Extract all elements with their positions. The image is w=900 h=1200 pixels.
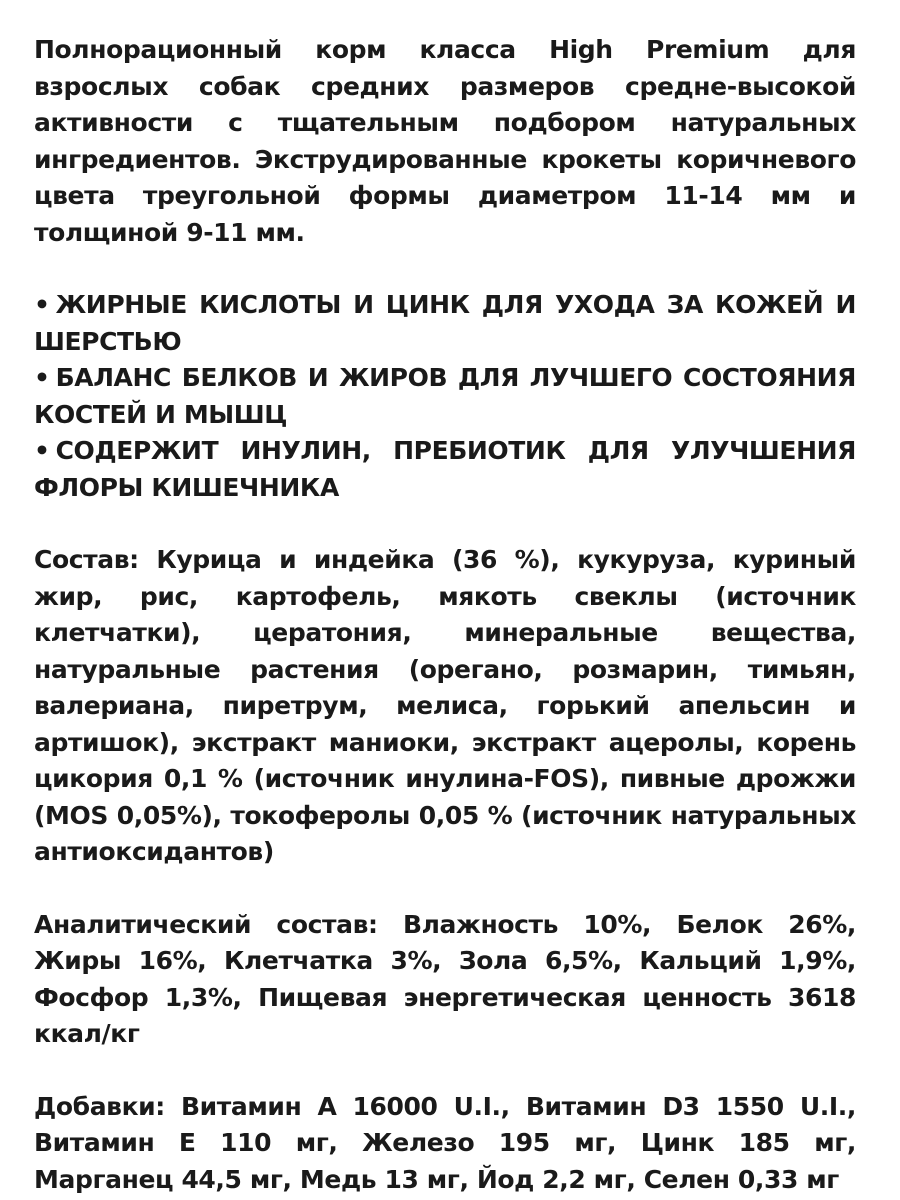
bullet-marker: • bbox=[34, 436, 50, 465]
benefit-text: БАЛАНС БЕЛКОВ И ЖИРОВ ДЛЯ ЛУЧШЕГО СОСТОЯНИЯ КОСТЕЙ И МЫШЦ bbox=[34, 363, 856, 429]
benefit-item bbox=[34, 287, 856, 360]
bullet-marker: • bbox=[34, 363, 50, 392]
product-description bbox=[34, 32, 856, 1198]
benefits-list bbox=[34, 287, 856, 506]
analysis-paragraph: Аналитический состав: Влажность 10%, Белок 26%, Жиры 16%, Клетчатка 3%, Зола 6,5%, Кальций 1,9%, Фосфор 1,3%, Пищевая энергетическая ценность 3618 ккал/кг bbox=[34, 909, 856, 1048]
bullet-marker: • bbox=[34, 290, 50, 319]
benefit-text: ЖИРНЫЕ КИСЛОТЫ И ЦИНК ДЛЯ УХОДА ЗА КОЖЕЙ И ШЕРСТЬЮ bbox=[34, 290, 856, 356]
benefit-text: СОДЕРЖИТ ИНУЛИН, ПРЕБИОТИК ДЛЯ УЛУЧШЕНИЯ ФЛОРЫ КИШЕЧНИКА bbox=[34, 436, 856, 502]
composition-paragraph: Состав: Курица и индейка (36 %), кукуруза, куриный жир, рис, картофель, мякоть свеклы (источник клетчатки), цератония, минеральные вещества, натуральные растения (орегано, розмарин, тимьян, валериана, пиретрум, мелиса, горький апельсин и артишок), экстракт маниоки, экстракт ацеролы, корень цикория 0,1 % (источник инулина-FOS), пивные дрожжи (MOS 0,05%), токоферолы 0,05 % (источник натуральных антиоксидантов) bbox=[34, 545, 856, 866]
intro-paragraph: Полнорационный корм класса High Premium для взрослых собак средних размеров средне-высокой активности с тщательным подбором натуральных ингредиентов. Экструдированные крокеты коричневого цвета треугольной формы диаметром 11-14 мм и толщиной 9-11 мм. bbox=[34, 35, 856, 247]
benefit-item bbox=[34, 360, 856, 433]
benefit-item bbox=[34, 433, 856, 506]
additives-paragraph: Добавки: Витамин A 16000 U.I., Витамин D3 1550 U.I., Витамин E 110 мг, Железо 195 мг, Цинк 185 мг, Марганец 44,5 мг, Медь 13 мг, Йод 2,2 мг, Селен 0,33 мг bbox=[34, 1091, 856, 1194]
